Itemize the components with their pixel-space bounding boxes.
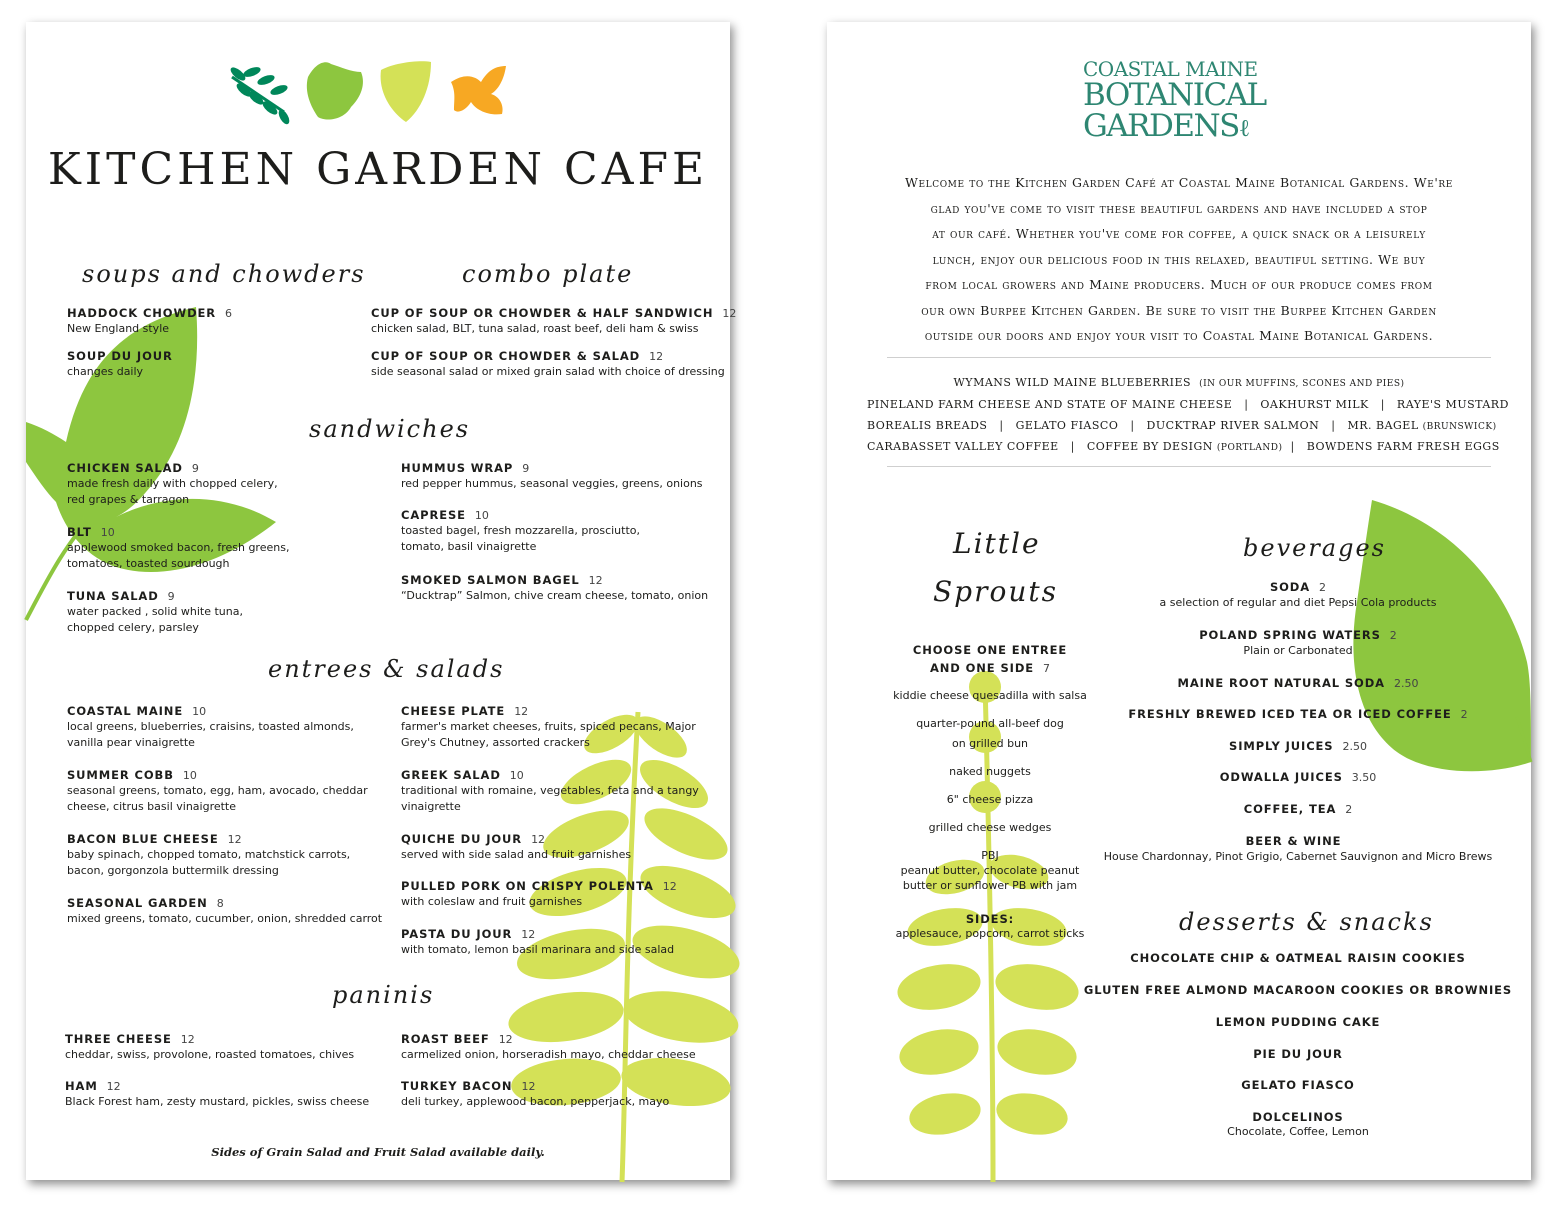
beverage-price: 2.50 bbox=[1342, 740, 1367, 753]
menu-item-name: CUP OF SOUP OR CHOWDER & SALAD bbox=[371, 349, 641, 363]
menu-item-row bbox=[67, 521, 289, 540]
dessert-name: PIE DU JOUR bbox=[1253, 1047, 1343, 1061]
menu-item bbox=[401, 504, 640, 555]
beverage-item bbox=[1104, 830, 1493, 865]
menu-item-description: served with side salad and fruit garnishes bbox=[401, 848, 632, 861]
beverage-name: COFFEE, TEA bbox=[1243, 802, 1337, 816]
menu-item-description: made fresh daily with chopped celery, bbox=[67, 477, 278, 490]
menu-item bbox=[401, 828, 631, 863]
menu-item-name: PASTA DU JOUR bbox=[401, 927, 513, 941]
dessert-item bbox=[1084, 983, 1512, 997]
beverage-price: 2 bbox=[1345, 803, 1353, 816]
sprouts-item: kiddie cheese quesadilla with salsa bbox=[893, 689, 1087, 702]
menu-item bbox=[65, 1075, 369, 1110]
producer-line-3: BOREALIS BREADS | GELATO FIASCO | DUCKTRAP RIVER SALMON | MR. BAGEL bbox=[867, 418, 1419, 432]
menu-item-row bbox=[65, 1028, 354, 1047]
beverage-row bbox=[1244, 798, 1353, 817]
beverage-row bbox=[1220, 766, 1377, 785]
menu-item-price: 12 bbox=[722, 307, 737, 320]
menu-item-price: 10 bbox=[474, 509, 489, 522]
menu-item bbox=[401, 700, 696, 751]
menu-item-description: cheddar, swiss, provolone, roasted tomatoes, chives bbox=[65, 1048, 355, 1061]
sprouts-item: naked nuggets bbox=[949, 765, 1031, 778]
menu-item bbox=[67, 764, 368, 815]
beverage-item bbox=[1220, 766, 1377, 785]
menu-item-price: 12 bbox=[521, 1080, 536, 1093]
dessert-item bbox=[1241, 1078, 1355, 1092]
sprouts-item: quarter-pound all-beef dog bbox=[916, 717, 1064, 730]
menu-item-name: SUMMER COBB bbox=[67, 768, 174, 782]
welcome-line: from local growers and Maine producers. Much of our produce comes from bbox=[925, 277, 1433, 292]
beverage-name: FRESHLY BREWED ICED TEA OR ICED COFFEE bbox=[1128, 707, 1452, 721]
menu-item-row bbox=[401, 1028, 696, 1047]
dessert-name: LEMON PUDDING CAKE bbox=[1215, 1015, 1381, 1029]
menu-item-row bbox=[67, 345, 182, 364]
menu-item-description: deli turkey, applewood bacon, pepperjack, mayo bbox=[401, 1095, 670, 1108]
beverage-price: 2 bbox=[1460, 708, 1468, 721]
menu-item-name: SMOKED SALMON BAGEL bbox=[401, 573, 580, 587]
menu-item-name: BLT bbox=[67, 525, 92, 539]
dessert-item bbox=[1227, 1110, 1369, 1140]
beverage-description: a selection of regular and diet Pepsi Cola products bbox=[1159, 596, 1437, 609]
menu-item-name: CHEESE PLATE bbox=[401, 704, 506, 718]
menu-item-row bbox=[401, 828, 631, 847]
welcome-line: Welcome to the Kitchen Garden Café at Coastal Maine Botanical Gardens. We're bbox=[905, 175, 1453, 190]
menu-item-price: 10 bbox=[192, 705, 207, 718]
dessert-item bbox=[1216, 1015, 1381, 1029]
menu-page-right bbox=[827, 22, 1531, 1180]
dessert-description: Chocolate, Coffee, Lemon bbox=[1227, 1125, 1369, 1138]
menu-item bbox=[401, 1075, 669, 1110]
heart-leaf-icon bbox=[381, 61, 431, 122]
beverage-name: BEER & WINE bbox=[1245, 834, 1342, 848]
menu-item-description: traditional with romaine, vegetables, feta and a tangy bbox=[401, 784, 699, 797]
menu-item-price: 12 bbox=[498, 1033, 513, 1046]
producer-line-4: CARABASSET VALLEY COFFEE | COFFEE BY DESIGN bbox=[867, 440, 1213, 454]
beverage-description: Plain or Carbonated bbox=[1243, 644, 1353, 657]
menu-item-name: PULLED PORK ON CRISPY POLENTA bbox=[401, 879, 654, 893]
sprouts-header-line-2: AND ONE SIDE bbox=[929, 661, 1035, 675]
menu-item-description: water packed , solid white tuna, bbox=[67, 605, 243, 618]
menu-item-price: 8 bbox=[216, 897, 224, 910]
menu-item-row bbox=[401, 923, 674, 942]
section-heading-soups: soups and chowders bbox=[82, 260, 366, 288]
menu-item-name: SOUP DU JOUR bbox=[67, 349, 173, 363]
section-heading-little: Little bbox=[953, 527, 1041, 560]
menu-item-description: “Ducktrap” Salmon, chive cream cheese, tomato, onion bbox=[401, 589, 709, 602]
menu-item-description: tomatoes, toasted sourdough bbox=[67, 557, 230, 570]
menu-item-description: New England style bbox=[67, 322, 170, 335]
menu-item-description: toasted bagel, fresh mozzarella, prosciutto, bbox=[401, 524, 640, 537]
beverage-name: POLAND SPRING WATERS bbox=[1199, 628, 1381, 642]
dessert-name: CHOCOLATE CHIP & OATMEAL RAISIN COOKIES bbox=[1130, 951, 1466, 965]
sides-list: applesauce, popcorn, carrot sticks bbox=[895, 927, 1085, 940]
menu-item-price: 12 bbox=[588, 574, 603, 587]
menu-item-price: 9 bbox=[167, 590, 175, 603]
menu-item bbox=[401, 764, 699, 815]
producer-note-4: (PORTLAND) bbox=[1216, 443, 1283, 454]
divider-top bbox=[887, 357, 1491, 358]
menu-item bbox=[67, 700, 354, 751]
beverage-item bbox=[1160, 576, 1437, 611]
welcome-paragraph bbox=[867, 170, 1491, 349]
beverage-row bbox=[1160, 576, 1437, 595]
beverage-row bbox=[1104, 830, 1493, 849]
menu-item-description: vanilla pear vinaigrette bbox=[67, 736, 195, 749]
menu-item-description: cheese, citrus basil vinaigrette bbox=[67, 800, 237, 813]
menu-item-name: TUNA SALAD bbox=[67, 589, 159, 603]
beverage-item bbox=[1244, 798, 1353, 817]
sprouts-item: PBJ bbox=[981, 849, 999, 862]
menu-item-description: vinaigrette bbox=[401, 800, 461, 813]
beverage-name: MAINE ROOT NATURAL SODA bbox=[1177, 676, 1385, 690]
menu-item-name: THREE CHEESE bbox=[65, 1032, 172, 1046]
menu-item-description: chicken salad, BLT, tuna salad, roast beef, deli ham & swiss bbox=[371, 322, 699, 335]
welcome-line: our own Burpee Kitchen Garden. Be sure to visit the Burpee Kitchen Garden bbox=[921, 302, 1437, 318]
beverage-name: SIMPLY JUICES bbox=[1229, 739, 1334, 753]
menu-item-name: COASTAL MAINE bbox=[67, 704, 184, 718]
menu-item-description: Grey's Chutney, assorted crackers bbox=[401, 736, 590, 749]
menu-item-description: bacon, gorgonzola buttermilk dressing bbox=[67, 864, 279, 877]
menu-item-description: side seasonal salad or mixed grain salad with choice of dressing bbox=[371, 365, 725, 378]
menu-item-price: 12 bbox=[106, 1080, 121, 1093]
dessert-name: GELATO FIASCO bbox=[1241, 1078, 1355, 1092]
welcome-line: lunch, enjoy our delicious food in this relaxed, beautiful setting. We buy bbox=[932, 251, 1426, 267]
menu-item-description: red pepper hummus, seasonal veggies, greens, onions bbox=[401, 477, 703, 490]
menu-item-name: GREEK SALAD bbox=[401, 768, 501, 782]
section-heading-entrees: entrees & salads bbox=[268, 655, 505, 683]
menu-item bbox=[371, 345, 725, 380]
producer-line-2: PINELAND FARM CHEESE AND STATE OF MAINE CHEESE | OAKHURST MILK | RAYE'S MUSTARD bbox=[867, 397, 1509, 411]
menu-item-row bbox=[401, 700, 696, 719]
sprouts-header-line-1: CHOOSE ONE ENTREE bbox=[912, 643, 1068, 657]
logo-line-3: GARDENSℓ bbox=[1083, 108, 1249, 144]
menu-item-price: 9 bbox=[522, 462, 530, 475]
menu-item-row bbox=[67, 700, 354, 719]
menu-item bbox=[67, 892, 382, 927]
dessert-item bbox=[1130, 951, 1465, 965]
menu-item-name: CUP OF SOUP OR CHOWDER & HALF SANDWICH bbox=[371, 306, 714, 320]
menu-item-price: 12 bbox=[180, 1033, 195, 1046]
menu-item-row bbox=[67, 457, 278, 476]
beverage-description: House Chardonnay, Pinot Grigio, Cabernet Sauvignon and Micro Brews bbox=[1103, 850, 1493, 863]
botanical-gardens-logo bbox=[1083, 58, 1266, 144]
menu-item-name: ROAST BEEF bbox=[401, 1032, 490, 1046]
dessert-item bbox=[1253, 1047, 1343, 1061]
fern-leaf-icon bbox=[229, 65, 292, 126]
menu-item-price: 12 bbox=[649, 350, 664, 363]
menu-item-description: red grapes & tarragon bbox=[67, 493, 190, 506]
menu-item-price: 12 bbox=[521, 928, 536, 941]
menu-item bbox=[401, 923, 674, 958]
sprouts-header bbox=[913, 643, 1067, 676]
menu-item bbox=[67, 585, 243, 636]
beverage-row bbox=[1229, 735, 1367, 754]
section-heading-paninis: paninis bbox=[332, 981, 435, 1009]
producer-note-3: (BRUNSWICK) bbox=[1422, 421, 1497, 432]
menu-item-price: 12 bbox=[662, 880, 677, 893]
menu-item bbox=[401, 1028, 696, 1063]
page-title: KITCHEN GARDEN CAFE bbox=[47, 144, 709, 195]
beverage-item bbox=[1229, 735, 1367, 754]
menu-item bbox=[67, 345, 182, 380]
beverage-item bbox=[1128, 703, 1467, 722]
menu-item-name: HADDOCK CHOWDER bbox=[67, 306, 217, 320]
maple-leaf-icon bbox=[307, 62, 363, 119]
welcome-line: outside our doors and enjoy your visit to Coastal Maine Botanical Gardens. bbox=[924, 328, 1434, 343]
menu-item-price: 10 bbox=[100, 526, 115, 539]
menu-item-price: 10 bbox=[182, 769, 197, 782]
welcome-line: at our café. Whether you've come for coffee, a quick snack or a leisurely bbox=[932, 226, 1426, 241]
menu-item-row bbox=[371, 345, 725, 364]
menu-item-description: with coleslaw and fruit garnishes bbox=[401, 895, 583, 908]
menu-item-description: seasonal greens, tomato, egg, ham, avocado, cheddar bbox=[67, 784, 368, 797]
menu-item-price: 6 bbox=[225, 307, 233, 320]
menu-item bbox=[401, 457, 703, 492]
menu-item-price: 12 bbox=[227, 833, 242, 846]
beverage-item bbox=[1199, 624, 1397, 659]
sprouts-sides bbox=[896, 912, 1085, 941]
menu-item-row bbox=[401, 875, 677, 894]
menu-item-price: 10 bbox=[509, 769, 524, 782]
menu-item bbox=[371, 302, 736, 337]
beverage-item bbox=[1178, 672, 1419, 691]
menu-item-description: local greens, blueberries, craisins, toasted almonds, bbox=[67, 720, 354, 733]
menu-item-row bbox=[371, 302, 736, 321]
menu-item-description: mixed greens, tomato, cucumber, onion, shredded carrot bbox=[67, 912, 383, 925]
sprouts-price: 7 bbox=[1043, 662, 1051, 675]
menu-item-description: tomato, basil vinaigrette bbox=[401, 540, 537, 553]
menu-item-name: HAM bbox=[65, 1079, 98, 1093]
sprouts-item: peanut butter, chocolate peanut bbox=[900, 864, 1080, 877]
menu-item bbox=[401, 875, 677, 910]
section-heading-sandwiches: sandwiches bbox=[309, 415, 471, 443]
divider-bottom bbox=[887, 466, 1491, 467]
menu-item-name: SEASONAL GARDEN bbox=[67, 896, 208, 910]
footnote: Sides of Grain Salad and Fruit Salad available daily. bbox=[211, 1145, 545, 1159]
menu-item-description: carmelized onion, horseradish mayo, cheddar cheese bbox=[401, 1048, 696, 1061]
section-heading-sprouts: Sprouts bbox=[933, 575, 1059, 608]
menu-item-row bbox=[67, 764, 368, 783]
menu-item-price: 12 bbox=[531, 833, 546, 846]
oak-leaf-icon bbox=[451, 66, 506, 114]
beverage-price: 2 bbox=[1319, 581, 1327, 594]
logo-line-2: BOTANICAL bbox=[1083, 77, 1266, 113]
sprouts-item: 6" cheese pizza bbox=[946, 793, 1034, 806]
dessert-name: DOLCELINOS bbox=[1252, 1110, 1344, 1124]
beverage-price: 3.50 bbox=[1351, 771, 1377, 784]
menu-item bbox=[401, 569, 708, 604]
producer-note-1: (IN OUR MUFFINS, SCONES AND PIES) bbox=[1199, 379, 1405, 389]
menu-item-name: HUMMUS WRAP bbox=[401, 461, 514, 475]
menu-item-row bbox=[65, 1075, 369, 1094]
menu-item-price: 9 bbox=[191, 462, 199, 475]
dessert-name: GLUTEN FREE ALMOND MACAROON COOKIES OR BROWNIES bbox=[1083, 983, 1513, 997]
menu-item-row bbox=[401, 504, 640, 523]
beverage-price: 2 bbox=[1389, 629, 1397, 642]
menu-item-description: farmer's market cheeses, fruits, spiced pecans, Major bbox=[401, 720, 696, 733]
beverage-row bbox=[1128, 703, 1467, 722]
menu-item bbox=[67, 521, 289, 572]
menu-item bbox=[67, 828, 350, 879]
logo-line-1: COASTAL MAINE bbox=[1083, 57, 1258, 81]
menu-item-description: changes daily bbox=[67, 365, 144, 378]
menu-item-row bbox=[401, 457, 703, 476]
section-heading-beverages: beverages bbox=[1243, 534, 1386, 562]
beverage-row bbox=[1199, 624, 1397, 643]
menu-item-row bbox=[67, 892, 382, 911]
menu-item bbox=[67, 457, 278, 508]
sprouts-item: butter or sunflower PB with jam bbox=[902, 879, 1078, 892]
beverage-price: 2.50 bbox=[1393, 677, 1419, 690]
menu-item-name: BACON BLUE CHEESE bbox=[67, 832, 219, 846]
beverage-name: ODWALLA JUICES bbox=[1219, 770, 1343, 784]
beverage-row bbox=[1178, 672, 1419, 691]
menu-item-description: with tomato, lemon basil marinara and side salad bbox=[401, 943, 675, 956]
local-producers bbox=[867, 373, 1509, 459]
menu-item-row bbox=[401, 764, 699, 783]
producer-line-4b: | BOWDENS FARM FRESH EGGS bbox=[1290, 440, 1500, 454]
menu-item-row bbox=[67, 585, 243, 604]
producer-line-1: WYMANS WILD MAINE BLUEBERRIES bbox=[953, 376, 1192, 389]
menu-item-name: QUICHE DU JOUR bbox=[401, 832, 523, 846]
menu-item-description: applewood smoked bacon, fresh greens, bbox=[67, 541, 290, 554]
menu-item-row bbox=[401, 569, 708, 588]
menu-item-row bbox=[67, 302, 232, 321]
sprouts-item: grilled cheese wedges bbox=[928, 821, 1052, 834]
sides-label: SIDES: bbox=[965, 912, 1015, 926]
menu-item bbox=[65, 1028, 354, 1063]
beverage-name: SODA bbox=[1269, 580, 1311, 594]
menu-item-row bbox=[401, 1075, 669, 1094]
menu-page-left bbox=[26, 22, 737, 1180]
menu-item-name: CAPRESE bbox=[401, 508, 466, 522]
sprouts-item: on grilled bun bbox=[951, 737, 1029, 750]
menu-item bbox=[67, 302, 232, 337]
swirl-icon: ℓ bbox=[1238, 114, 1249, 142]
logo-leaves bbox=[26, 22, 730, 132]
menu-item-name: TURKEY BACON bbox=[401, 1079, 513, 1093]
welcome-line: glad you've come to visit these beautiful gardens and have included a stop bbox=[930, 200, 1428, 216]
menu-item-row bbox=[67, 828, 350, 847]
menu-item-price: 12 bbox=[514, 705, 529, 718]
menu-item-name: CHICKEN SALAD bbox=[67, 461, 183, 475]
section-heading-desserts: desserts & snacks bbox=[1179, 908, 1434, 936]
menu-item-description: Black Forest ham, zesty mustard, pickles, swiss cheese bbox=[65, 1095, 370, 1108]
menu-item-description: chopped celery, parsley bbox=[67, 621, 199, 634]
menu-item-description: baby spinach, chopped tomato, matchstick carrots, bbox=[67, 848, 351, 861]
section-heading-combo: combo plate bbox=[462, 260, 634, 288]
